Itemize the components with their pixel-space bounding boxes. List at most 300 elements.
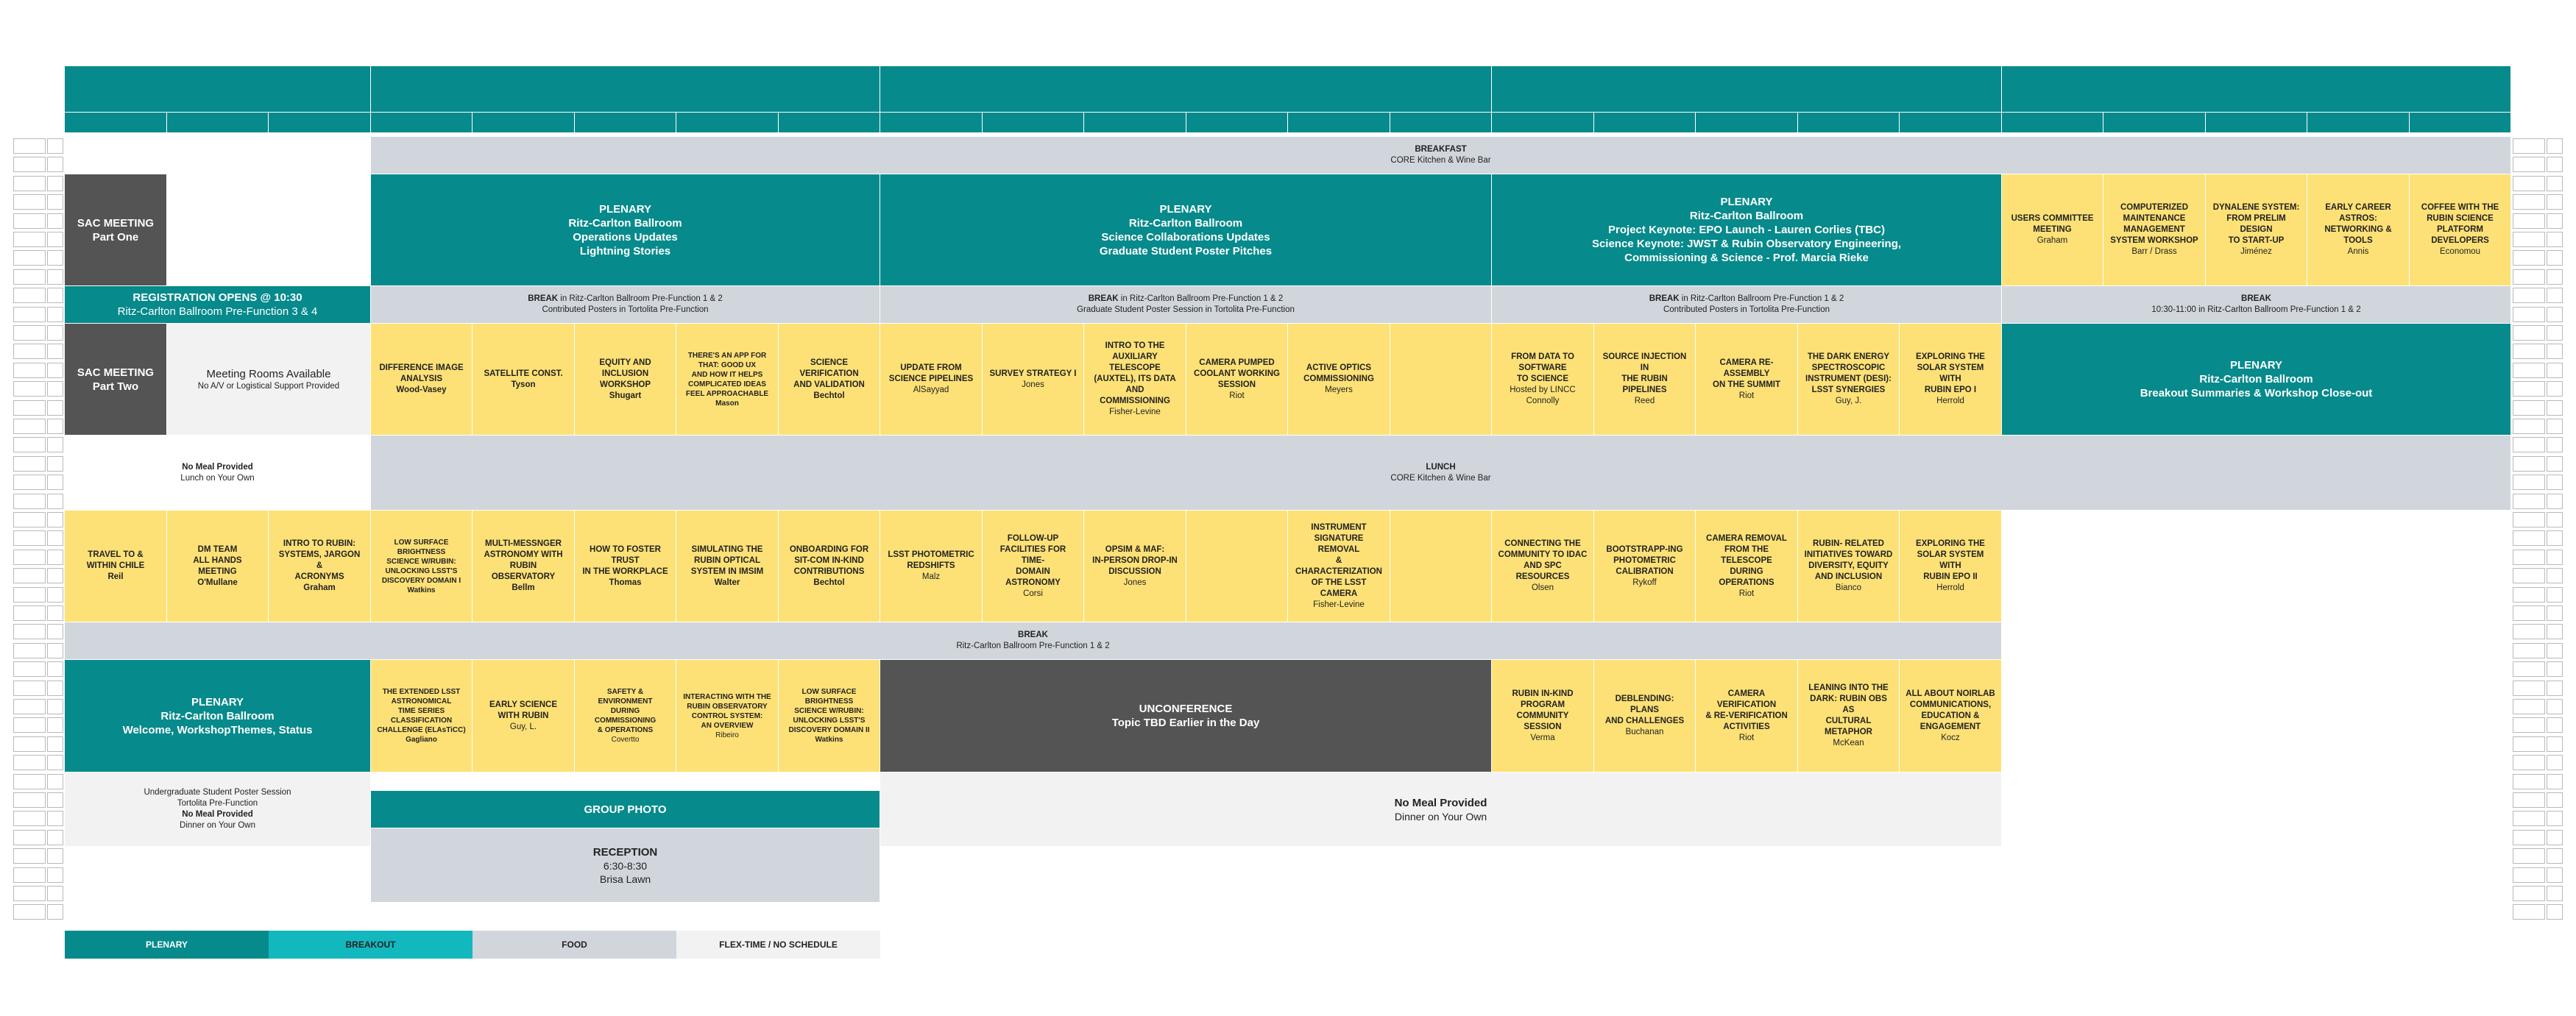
event-mon-intro-rubin[interactable] xyxy=(269,511,371,622)
day-header-thursday xyxy=(1492,66,2002,112)
event-line: McKean xyxy=(1833,739,1864,747)
time-label xyxy=(2513,717,2545,733)
ampm-label xyxy=(47,475,63,490)
ampm-label xyxy=(2547,774,2563,789)
time-label xyxy=(2513,811,2545,826)
event-line: SAC MEETING xyxy=(77,216,155,230)
event-line: DURING OPERATIONS xyxy=(1719,566,1774,587)
room-header xyxy=(575,113,676,132)
event-sac-meeting-1[interactable] xyxy=(65,174,167,286)
ampm-label xyxy=(47,717,63,733)
event-line: COMMUNITY SESSION xyxy=(1516,711,1569,731)
event-line: Barr / Drass xyxy=(2131,247,2177,256)
event-line: PLENARY xyxy=(598,202,652,216)
room-header xyxy=(1594,113,1696,132)
event-line: SAC MEETING xyxy=(77,366,155,379)
time-label xyxy=(2513,699,2545,714)
event-line: Dinner on Your Own xyxy=(180,821,255,830)
event-line: SIT-COM IN-KIND xyxy=(794,555,864,565)
event-line: Fisher-Levine xyxy=(1313,600,1365,609)
event-line: RUBIN SCIENCE xyxy=(2427,214,2494,223)
room-header xyxy=(1186,113,1288,132)
event-tue-app[interactable] xyxy=(676,324,779,436)
ampm-label xyxy=(47,419,63,434)
ampm-label xyxy=(2547,437,2563,452)
event-wed-empty-3[interactable] xyxy=(1390,511,1492,622)
event-reception[interactable] xyxy=(371,828,880,903)
time-label xyxy=(13,830,46,845)
event-line: Brisa Lawn xyxy=(599,873,651,885)
event-break-fri[interactable] xyxy=(2002,286,2511,324)
event-line: Ribeiro xyxy=(715,731,739,739)
ampm-label xyxy=(2547,269,2563,285)
event-mon-dm-team[interactable] xyxy=(167,511,269,622)
event-tue-science-verification[interactable] xyxy=(779,324,880,436)
event-line: Connolly xyxy=(1526,397,1560,405)
event-line: Buchanan xyxy=(1625,728,1664,736)
time-label xyxy=(13,681,46,696)
ampm-label xyxy=(47,774,63,789)
event-wed-empty-1[interactable] xyxy=(1390,324,1492,436)
event-line: Fisher-Levine xyxy=(1109,408,1161,416)
event-line: RECEPTION xyxy=(592,845,658,859)
event-thu-bootstrapping[interactable] xyxy=(1594,511,1696,622)
ampm-label xyxy=(47,530,63,546)
event-line: COMMUNITY TO IDAC xyxy=(1498,550,1588,559)
time-label xyxy=(2513,624,2545,639)
ampm-label xyxy=(2547,250,2563,266)
legend-plenary: PLENARY xyxy=(65,931,269,959)
event-mon-evening[interactable] xyxy=(65,772,371,847)
room-header xyxy=(880,113,983,132)
event-line: DM TEAM xyxy=(197,544,238,554)
event-wed-survey-strategy[interactable] xyxy=(983,324,1084,436)
event-line: DURING COMMISSIONING xyxy=(594,707,657,725)
event-tue-equity[interactable] xyxy=(575,324,676,436)
event-line: CONTROL SYSTEM: xyxy=(691,711,763,720)
event-line: No A/V or Logistical Support Provided xyxy=(197,381,340,391)
ampm-label xyxy=(2547,568,2563,583)
event-line: LEANING INTO THE xyxy=(1808,683,1889,692)
event-line: Breakout Summaries & Workshop Close-out xyxy=(2140,387,2373,399)
time-label xyxy=(2513,530,2545,546)
event-tue-low-surface-2[interactable] xyxy=(779,660,880,772)
time-label xyxy=(2513,437,2545,452)
event-line: WITHIN CHILE xyxy=(86,561,145,570)
event-plenary-fri[interactable] xyxy=(2002,324,2511,436)
event-line: 6:30-8:30 xyxy=(603,859,648,872)
event-line: IN-PERSON DROP-IN xyxy=(1092,555,1178,565)
event-line: Riot xyxy=(1738,733,1755,742)
time-label xyxy=(13,363,46,378)
event-tue-simulating-optical[interactable] xyxy=(676,511,779,622)
event-line: INSTRUMENT (DESI): xyxy=(1805,374,1892,383)
event-line-rest: in Ritz-Carlton Ballroom Pre-Function 1 & 2 xyxy=(1679,294,1844,303)
event-line: DISCOVERY DOMAIN I xyxy=(381,576,461,585)
event-wed-follow-up[interactable] xyxy=(983,511,1084,622)
event-line: LSST SYNERGIES xyxy=(1811,386,1886,394)
event-thu-leaning-dark[interactable] xyxy=(1798,660,1900,772)
event-line: Reil xyxy=(107,572,124,581)
ampm-label xyxy=(47,176,63,191)
event-line: LOW SURFACE xyxy=(802,688,857,696)
time-label xyxy=(2513,886,2545,901)
event-thu-deblending[interactable] xyxy=(1594,660,1696,772)
time-label xyxy=(2513,194,2545,210)
ampm-label xyxy=(2547,400,2563,416)
event-thu-data-to-software[interactable] xyxy=(1492,324,1594,436)
event-wed-auxtel[interactable] xyxy=(1084,324,1186,436)
event-line: Economou xyxy=(2440,247,2480,256)
time-label xyxy=(2513,381,2545,397)
ampm-label xyxy=(2547,867,2563,883)
event-line: TO SCIENCE xyxy=(1516,374,1569,383)
event-line-bold: BREAK xyxy=(528,294,559,303)
event-line: AND CHALLENGES xyxy=(1604,717,1685,725)
time-label xyxy=(13,269,46,285)
event-thu-solar-system-1[interactable] xyxy=(1900,324,2002,436)
event-registration[interactable] xyxy=(65,286,371,324)
ampm-label xyxy=(47,512,63,527)
event-line: RUBIN EPO II xyxy=(1923,572,1978,581)
event-line: Herrold xyxy=(1936,583,1964,592)
event-group-photo[interactable] xyxy=(371,791,880,828)
ampm-label xyxy=(2547,681,2563,696)
event-line: RUBIN EPO I xyxy=(1924,386,1977,394)
time-label xyxy=(2513,475,2545,490)
room-header xyxy=(2002,113,2103,132)
time-label xyxy=(13,624,46,639)
event-line: RUBIN- RELATED xyxy=(1813,539,1884,548)
event-thu-camera-removal[interactable] xyxy=(1696,511,1798,622)
event-fri-users-committee[interactable] xyxy=(2002,174,2103,286)
event-breakfast[interactable] xyxy=(371,137,2511,174)
event-line: THE EXTENDED LSST xyxy=(382,688,461,696)
ampm-label xyxy=(2547,699,2563,714)
time-label xyxy=(2513,848,2545,864)
time-label xyxy=(2513,661,2545,677)
event-line: ACTIVITIES xyxy=(1723,722,1770,731)
event-line: Meeting Rooms Available xyxy=(206,367,331,380)
event-line: EXPLORING THE xyxy=(1916,352,1985,361)
event-thu-rubin-related[interactable] xyxy=(1798,511,1900,622)
time-label xyxy=(13,867,46,883)
event-line: COMPUTERIZED xyxy=(2120,203,2188,212)
event-wed-active-optics[interactable] xyxy=(1288,324,1390,436)
ampm-label xyxy=(47,681,63,696)
time-label xyxy=(2513,830,2545,845)
room-header xyxy=(1492,113,1594,132)
time-label xyxy=(13,475,46,490)
ampm-label xyxy=(2547,661,2563,677)
ampm-label xyxy=(47,904,63,920)
ampm-label xyxy=(47,288,63,303)
ampm-label xyxy=(47,755,63,770)
event-line: Corsi xyxy=(1023,589,1043,598)
event-thu-idac-spc[interactable] xyxy=(1492,511,1594,622)
event-break-pm[interactable] xyxy=(65,622,2002,660)
event-line: Riot xyxy=(1738,589,1755,598)
event-thu-in-kind[interactable] xyxy=(1492,660,1594,772)
ampm-label xyxy=(2547,792,2563,808)
time-label xyxy=(13,661,46,677)
event-line: DEBLENDING: PLANS xyxy=(1615,694,1674,714)
event-tue-foster-trust[interactable] xyxy=(575,511,676,622)
event-line: 10:30-11:00 in Ritz-Carlton Ballroom Pre-Function 1 & 2 xyxy=(2151,305,2361,314)
event-wed-empty-2[interactable] xyxy=(1186,511,1288,622)
ampm-label xyxy=(47,605,63,621)
event-line: SESSION xyxy=(1217,380,1256,389)
time-label xyxy=(13,550,46,565)
event-mon-travel[interactable] xyxy=(65,511,167,622)
ampm-label xyxy=(2547,381,2563,397)
event-line: BREAKFAST xyxy=(1415,145,1467,154)
event-line: Graham xyxy=(2037,236,2068,245)
event-line: CAMERA PUMPED xyxy=(1199,358,1275,367)
event-line: BREAK xyxy=(2241,294,2271,303)
ampm-label xyxy=(2547,530,2563,546)
event-break-wed[interactable] xyxy=(880,286,1492,324)
event-lunch[interactable] xyxy=(371,436,2511,511)
room-header xyxy=(1900,113,2002,132)
event-break-thu[interactable] xyxy=(1492,286,2002,324)
event-line: ASTROS: xyxy=(2339,214,2377,223)
event-line: Watkins xyxy=(815,736,843,744)
time-label xyxy=(13,456,46,472)
event-plenary-thu[interactable] xyxy=(1492,174,2002,286)
event-line: INSTRUMENT xyxy=(1311,522,1367,532)
time-label xyxy=(2513,288,2545,303)
time-label xyxy=(13,605,46,621)
event-line: Contributed Posters in Tortolita Pre-Function xyxy=(542,305,709,314)
ampm-label xyxy=(47,643,63,658)
event-line: Dinner on Your Own xyxy=(1394,810,1487,823)
event-wed-photometric-redshifts[interactable] xyxy=(880,511,983,622)
event-line: Covertto xyxy=(611,736,640,744)
event-line: THE RUBIN PIPELINES xyxy=(1621,374,1668,394)
event-line: Ritz-Carlton Ballroom xyxy=(160,709,275,722)
time-label xyxy=(13,494,46,509)
event-fri-early-career[interactable] xyxy=(2307,174,2410,286)
event-line: REDSHIFTS xyxy=(907,561,955,570)
event-tue-satellite[interactable] xyxy=(473,324,575,436)
event-line: NETWORKING & xyxy=(2324,225,2392,234)
event-line: Annis xyxy=(2347,247,2369,256)
event-line: INCLUSION xyxy=(601,369,649,378)
time-label xyxy=(2513,232,2545,247)
time-label xyxy=(2513,363,2545,378)
event-line: TIME SERIES xyxy=(397,707,445,715)
time-label xyxy=(13,792,46,808)
event-line: COFFEE WITH THE xyxy=(2421,203,2499,212)
event-line: Jiménez xyxy=(2240,247,2272,256)
event-line: COMPLICATED IDEAS xyxy=(688,380,766,388)
event-plenary-mon[interactable] xyxy=(65,660,371,772)
event-fri-cmms[interactable] xyxy=(2103,174,2206,286)
event-line: Guy, J. xyxy=(1835,397,1862,405)
event-wed-opsim-maf[interactable] xyxy=(1084,511,1186,622)
time-label xyxy=(2513,250,2545,266)
event-line: ALL ABOUT NOIRLAB xyxy=(1906,689,1995,698)
time-label xyxy=(2513,307,2545,322)
time-label xyxy=(13,437,46,452)
time-label xyxy=(13,848,46,864)
event-line: Part Two xyxy=(92,380,139,393)
event-wed-evening[interactable] xyxy=(880,772,2002,847)
day-header-tuesday xyxy=(371,66,880,112)
ampm-label xyxy=(47,587,63,603)
event-line: Ritz-Carlton Ballroom Pre-Function 3 & 4 xyxy=(117,305,318,318)
event-line: Bechtol xyxy=(813,578,845,587)
event-line: OF THE LSST CAMERA xyxy=(1311,578,1367,598)
time-label xyxy=(2513,774,2545,789)
event-line: INTRO TO THE xyxy=(1105,341,1165,350)
room-header xyxy=(371,113,473,132)
ampm-label xyxy=(2547,325,2563,341)
event-line: & RE-VERIFICATION xyxy=(1705,711,1788,720)
time-label xyxy=(2513,176,2545,191)
ampm-label xyxy=(47,325,63,341)
event-fri-coffee[interactable] xyxy=(2410,174,2511,286)
legend-breakout: BREAKOUT xyxy=(269,931,473,959)
event-plenary-tue[interactable] xyxy=(371,174,880,286)
room-header xyxy=(2206,113,2307,132)
event-break-tue[interactable] xyxy=(371,286,880,324)
ampm-label xyxy=(47,867,63,883)
room-header xyxy=(1696,113,1798,132)
ampm-label xyxy=(2547,886,2563,901)
event-mon-no-meal[interactable] xyxy=(65,436,371,511)
event-line-bold: BREAK xyxy=(1649,294,1680,303)
event-line: Verma xyxy=(1530,733,1555,742)
event-line: Guy, L. xyxy=(509,722,537,731)
time-label xyxy=(2513,269,2545,285)
time-label xyxy=(13,232,46,247)
event-unconference[interactable] xyxy=(880,660,1492,772)
event-line: RUBIN OBSERVATORY xyxy=(687,702,768,711)
event-tue-low-surface-1[interactable] xyxy=(371,511,473,622)
time-label xyxy=(2513,643,2545,658)
event-line: Contributed Posters in Tortolita Pre-Function xyxy=(1663,305,1830,314)
event-line: Tortolita Pre-Function xyxy=(177,799,258,808)
event-line: Rykoff xyxy=(1632,578,1657,587)
event-line: SYSTEMS, JARGON & xyxy=(278,550,361,570)
time-label xyxy=(13,194,46,210)
time-label xyxy=(13,288,46,303)
event-line: Thomas xyxy=(609,578,642,587)
event-line: SPECTROSCOPIC xyxy=(1811,363,1886,372)
event-thu-dark-energy[interactable] xyxy=(1798,324,1900,436)
event-line: PLENARY xyxy=(1159,202,1212,216)
event-line: INITIATIVES TOWARD xyxy=(1804,550,1893,559)
event-line: Gagliano xyxy=(406,736,437,744)
room-header xyxy=(167,113,269,132)
event-tue-multi-messenger[interactable] xyxy=(473,511,575,622)
room-header xyxy=(779,113,880,132)
event-thu-source-injection[interactable] xyxy=(1594,324,1696,436)
time-label xyxy=(2513,157,2545,172)
event-line: UNLOCKING LSST'S xyxy=(793,717,866,725)
day-header-monday xyxy=(65,66,371,112)
event-line: SYSTEM WORKSHOP xyxy=(2110,236,2198,245)
time-label xyxy=(2513,456,2545,472)
time-label xyxy=(13,717,46,733)
event-tue-onboarding[interactable] xyxy=(779,511,880,622)
event-sac-meeting-2[interactable] xyxy=(65,324,167,436)
event-line: CAMERA VERIFICATION xyxy=(1716,689,1777,709)
event-line: Operations Updates xyxy=(573,230,678,244)
event-thu-solar-system-2[interactable] xyxy=(1900,511,2002,622)
event-line: (AUXTEL), ITS DATA xyxy=(1094,374,1176,383)
event-line: EDUCATION & xyxy=(1921,711,1980,720)
event-line: ACTIVE OPTICS xyxy=(1306,363,1372,372)
event-thu-noirlab[interactable] xyxy=(1900,660,2002,772)
time-label xyxy=(2513,550,2545,565)
event-line: CALIBRATION xyxy=(1616,566,1674,576)
event-plenary-wed[interactable] xyxy=(880,174,1492,286)
ampm-label xyxy=(2547,904,2563,920)
event-line: ONBOARDING FOR xyxy=(789,544,869,554)
event-line: LOW SURFACE xyxy=(394,538,449,547)
event-thu-camera-verification[interactable] xyxy=(1696,660,1798,772)
ampm-label xyxy=(2547,194,2563,210)
time-label xyxy=(13,530,46,546)
event-wed-camera-coolant[interactable] xyxy=(1186,324,1288,436)
time-label xyxy=(2513,867,2545,883)
event-line: TRUST xyxy=(611,555,640,565)
event-line: PLENARY xyxy=(2229,359,2283,372)
event-line: Riot xyxy=(1738,391,1755,400)
event-line: Graduate Student Poster Pitches xyxy=(1099,244,1273,257)
room-header xyxy=(269,113,371,132)
event-tue-extended-lsst[interactable] xyxy=(371,660,473,772)
event-wed-instrument-signature[interactable] xyxy=(1288,511,1390,622)
ampm-label xyxy=(47,494,63,509)
event-line: PHOTOMETRIC xyxy=(1613,555,1676,565)
event-line: REGISTRATION OPENS @ 10:30 xyxy=(132,291,302,304)
ampm-label xyxy=(47,811,63,826)
event-line: FROM DATA TO xyxy=(1511,352,1574,361)
event-line: OPSIM & MAF: xyxy=(1105,544,1165,554)
event-line: Hosted by LINCC xyxy=(1510,386,1576,394)
event-tue-safety[interactable] xyxy=(575,660,676,772)
time-label xyxy=(2513,587,2545,603)
event-line: SCIENCE PIPELINES xyxy=(888,374,974,383)
event-line: FACILITIES FOR TIME- xyxy=(999,544,1066,565)
event-tue-early-science[interactable] xyxy=(473,660,575,772)
event-line-rest: in Ritz-Carlton Ballroom Pre-Function 1 & 2 xyxy=(1118,294,1284,303)
event-line: AND SPC RESOURCES xyxy=(1515,561,1570,581)
event-tue-interacting[interactable] xyxy=(676,660,779,772)
ampm-label xyxy=(2547,587,2563,603)
event-line: SCIENCE xyxy=(810,358,849,367)
event-fri-dynalene[interactable] xyxy=(2206,174,2307,286)
ampm-label xyxy=(47,568,63,583)
event-line: PLENARY xyxy=(191,695,244,708)
event-meeting-rooms[interactable] xyxy=(167,324,371,436)
event-tue-difference-image[interactable] xyxy=(371,324,473,436)
ampm-label xyxy=(2547,213,2563,229)
event-line: Olsen xyxy=(1531,583,1554,592)
event-thu-camera-reassembly[interactable] xyxy=(1696,324,1798,436)
event-line: AN OVERVIEW xyxy=(701,721,754,730)
event-line: DARK: RUBIN OBS AS xyxy=(1810,694,1887,714)
ampm-label xyxy=(47,400,63,416)
room-header xyxy=(473,113,575,132)
ampm-label xyxy=(2547,624,2563,639)
event-wed-update-pipelines[interactable] xyxy=(880,324,983,436)
event-line: SAFETY & ENVIRONMENT xyxy=(598,688,653,706)
